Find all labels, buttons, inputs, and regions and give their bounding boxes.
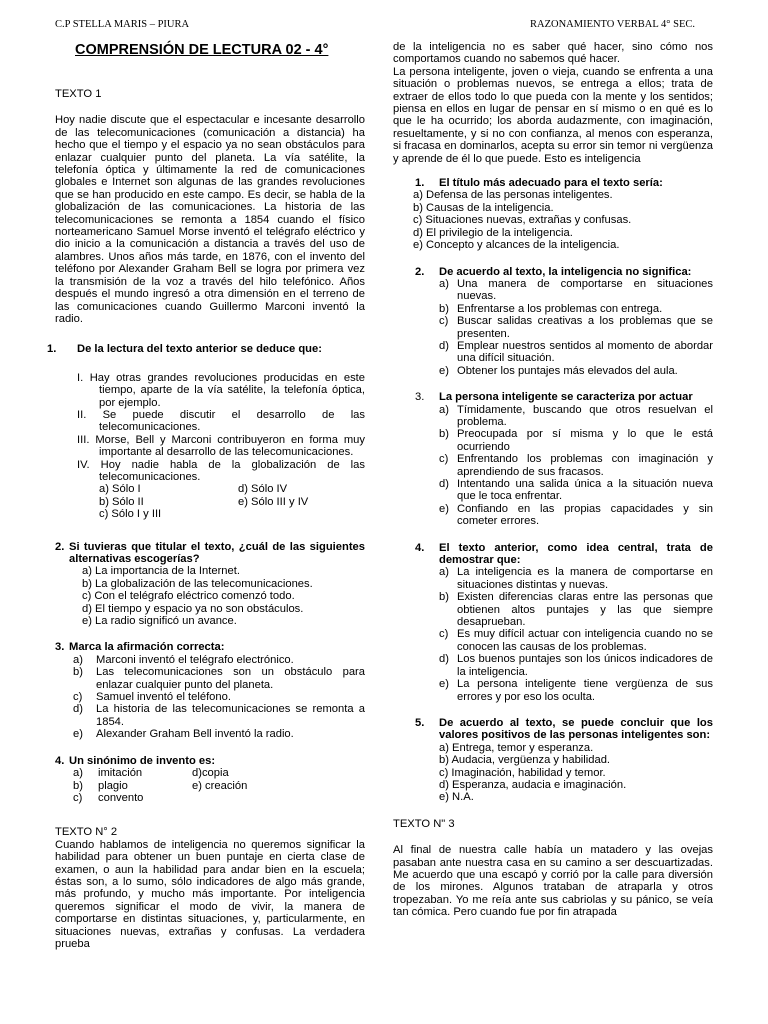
question-number: 1.	[47, 343, 57, 356]
question-1	[47, 343, 365, 356]
option[interactable]: a) Entrega, temor y esperanza.	[439, 741, 594, 754]
r2-options	[393, 278, 713, 377]
texto3-label: TEXTO N" 3	[393, 817, 455, 830]
option[interactable]: c) Sólo I y III	[99, 508, 162, 521]
q1-options	[77, 483, 365, 520]
question-number: 3.	[415, 391, 425, 404]
r-question-3	[393, 391, 713, 403]
question-text: El texto anterior, como idea central, trata de demostrar que:	[439, 541, 713, 567]
right-column	[393, 41, 713, 919]
r-question-1	[393, 177, 713, 189]
question-number: 4.	[415, 541, 425, 554]
r5-options	[393, 742, 713, 804]
r3-options	[393, 404, 713, 528]
option[interactable]: a) Defensa de las personas inteligentes.	[413, 189, 613, 202]
texto2-body-right-2: La persona inteligente, joven o vieja, cuando se enfrenta a una situación o problemas nuevos, se entrega a ellos; trata de extraer de ellos todo lo que pueda con la mente y los sentidos; piensa en ellos en lugar de pensar en sí mismo o en qué es lo que le ha ocurrido; los aborda audazmente, con imaginación, resueltamente, y si no con confianza, al menos con esperanza, si fracasa en dominarlos, acepta su error sin temor ni vergüenza y aprende de él lo que puede. Esto es inteligencia	[393, 65, 713, 165]
q4-options	[55, 767, 365, 804]
question-3	[55, 641, 365, 653]
q3-options	[55, 654, 365, 741]
option[interactable]: a) La inteligencia es la manera de comportarse en situaciones distintas y nuevas.	[439, 566, 713, 591]
option[interactable]: e) Obtener los puntajes más elevados del aula.	[439, 364, 678, 377]
option[interactable]: a) Sólo I	[99, 483, 141, 496]
option-key[interactable]: a)	[73, 767, 83, 780]
question-number: 5.	[415, 716, 425, 729]
question-number: 1.	[415, 177, 425, 190]
r1-options	[393, 189, 713, 251]
texto3-body: Al final de nuestra calle había un matadero y las ovejas pasaban ante nuestra casa en su camino a ser descuartizadas. Me acuerdo que una escapó y corrió por la calle para diversión de los mirones. Algunos trataban de atraparla y otros tropezaban. Yo me reía ante sus cabriolas y su pánico, se veía tan cómica. Pero cuando fue por fin atrapada	[393, 844, 713, 919]
option[interactable]: a) Una manera de comportarse en situaciones nuevas.	[439, 277, 713, 303]
option[interactable]: b) Sólo II	[99, 495, 144, 508]
option[interactable]: a) Tímidamente, buscando que otros resuelvan el problema.	[439, 403, 713, 428]
question-text: De la lectura del texto anterior se deduce que:	[77, 343, 322, 356]
option[interactable]: convento	[98, 791, 144, 804]
question-number: 3.	[55, 641, 65, 654]
option[interactable]: d) El tiempo y espacio ya no son obstáculos.	[82, 602, 304, 615]
option[interactable]: b) Preocupada por sí misma y lo que le está ocurriendo	[439, 428, 713, 453]
r-question-4	[393, 542, 713, 567]
option[interactable]: d) Esperanza, audacia e imaginación.	[439, 778, 627, 791]
texto2-body-left: Cuando hablamos de inteligencia no queremos significar la habilidad para obtener un buen puntaje en cierta clase de examen, o aun la habilidad para andar bien en la escuela; éstas son, a lo sumo, sólo indicadores de algo más grande, más profundo, y mucho más importante. Por inteligencia queremos significar el modo de vivir, la manera de comportarse en distintas situaciones, y, particularmente, en situaciones nuevas, extrañas y confusas. La verdadera prueba	[55, 838, 365, 950]
option[interactable]: e) N.A.	[439, 791, 474, 804]
texto2-label: TEXTO N° 2	[55, 826, 118, 839]
question-text: El título más adecuado para el texto sería:	[439, 177, 663, 190]
q2-options	[55, 565, 365, 627]
option[interactable]: plagio	[98, 779, 128, 792]
r-question-5	[393, 717, 713, 742]
question-text: De acuerdo al texto, la inteligencia no significa:	[439, 265, 692, 278]
option[interactable]: imitación	[98, 767, 143, 780]
option[interactable]: e) Concepto y alcances de la inteligencia.	[413, 239, 620, 252]
question-text: Si tuvieras que titular el texto, ¿cuál de las siguientes alternativas escogerías?	[69, 540, 365, 565]
texto1-body: Hoy nadie discute que el espectacular e incesante desarrollo de las telecomunicaciones (comunicación a distancia) ha hecho que el tiempo y el espacio ya no sean obstáculos para enlazar cualquier punto del planeta. La vía satélite, la telefonía óptica y últimamente la red de comunicaciones globales e Internet son algunas de las grandes revoluciones que se han producido en este campo. Es decir, se habla de la globalización de las comunicaciones. La historia de las telecomunicaciones se remonta a 1854 cuando el físico norteamericano Samuel Morse inventó el telégrafo eléctrico y dio inicio a la comunicación a distancia a través del uso de alambres. Unos años más tarde, en 1876, con el invento del teléfono por Alexander Graham Bell se logra por primera vez la transmisión de la voz a través del hilo telefónico. Años después el mundo ingresó a otra dimensión en el terreno de las comunicaciones cuando Guillermo Marconi inventó la radio.	[55, 114, 365, 325]
left-column	[47, 40, 365, 950]
option[interactable]: c) Situaciones nuevas, extrañas y confusas.	[413, 214, 632, 227]
statement: IV. Hoy nadie habla de la globalización de las telecomunicaciones.	[77, 458, 365, 483]
question-text: De acuerdo al texto, se puede concluir que los valores positivos de las personas inteligentes son:	[439, 716, 713, 742]
option[interactable]: b) Enfrentarse a los problemas con entrega.	[439, 302, 663, 315]
option[interactable]: b) Existen diferencias claras entre las personas que obtienen altos puntajes y las que siempre desaprueban.	[439, 591, 713, 629]
question-number: 2.	[55, 540, 65, 553]
option[interactable]: d)copia	[192, 767, 229, 780]
option[interactable]: a) La importancia de la Internet.	[82, 565, 240, 578]
option	[192, 792, 365, 804]
texto1-label: TEXTO 1	[55, 88, 102, 100]
statement: I. Hay otras grandes revoluciones producidas en este tiempo, aparte de la vía satélite, la telefonía óptica, por ejemplo.	[77, 371, 365, 409]
option[interactable]: e) Sólo III y IV	[238, 495, 309, 508]
option[interactable]: d) El privilegio de la inteligencia.	[413, 226, 573, 239]
option-key[interactable]: c)	[73, 791, 83, 804]
texto2-body-right: de la inteligencia no es saber qué hacer, sino cómo nos comportamos cuando no sabemos qué hacer.	[393, 41, 713, 66]
option[interactable]: d) Intentando una salida única a la situación nueva que le toca enfrentar.	[439, 478, 713, 503]
option[interactable]: b) Las telecomunicaciones son un obstáculo para enlazar cualquier punto del planeta.	[73, 666, 365, 691]
option[interactable]: b) Audacia, vergüenza y habilidad.	[439, 754, 611, 767]
header-school: C.P STELLA MARIS – PIURA	[55, 19, 190, 30]
option[interactable]: c) Imaginación, habilidad y temor.	[439, 766, 606, 779]
q1-statements	[55, 372, 365, 521]
option[interactable]: d) Sólo IV	[238, 483, 288, 496]
option[interactable]: d) Los buenos puntajes son los únicos indicadores de la inteligencia.	[439, 653, 713, 678]
option[interactable]: a) Marconi inventó el telégrafo electrónico.	[73, 653, 294, 666]
option[interactable]: d) Emplear nuestros sentidos al momento de abordar una difícil situación.	[439, 339, 713, 365]
option[interactable]: c) Buscar salidas creativas a los problemas que se presenten.	[439, 315, 713, 340]
question-number: 4.	[55, 754, 65, 767]
option[interactable]: c) Con el telégrafo eléctrico comenzó todo.	[82, 590, 295, 603]
question-text: Marca la afirmación correcta:	[69, 641, 225, 654]
option[interactable]: e) Confiando en las propias capacidades y sin cometer errores.	[439, 502, 713, 528]
option[interactable]: e) creación	[192, 779, 248, 792]
question-number: 2.	[415, 265, 425, 278]
option[interactable]: b) Causas de la inteligencia.	[413, 201, 554, 214]
page-title: COMPRENSIÓN DE LECTURA 02 - 4°	[75, 42, 329, 58]
option[interactable]: e) La persona inteligente tiene vergüenza de sus errores y por eso los oculta.	[439, 678, 713, 703]
option[interactable]: e) Alexander Graham Bell inventó la radio.	[73, 728, 294, 741]
question-4	[55, 755, 365, 767]
option[interactable]: d) La historia de las telecomunicaciones se remonta a 1854.	[73, 703, 365, 728]
option[interactable]: b) La globalización de las telecomunicaciones.	[82, 577, 313, 590]
option-key[interactable]: b)	[73, 779, 83, 792]
question-text: La persona inteligente se caracteriza por actuar	[439, 391, 693, 404]
header-course: RAZONAMIENTO VERBAL 4° SEC.	[529, 19, 695, 30]
question-text: Un sinónimo de invento es:	[69, 754, 216, 767]
statement: II. Se puede discutir el desarrollo de las telecomunicaciones.	[77, 408, 365, 434]
statement: III. Morse, Bell y Marconi contribuyeron en forma muy importante al desarrollo de las telecomunicaciones.	[77, 433, 365, 459]
r-question-2	[393, 266, 713, 278]
option[interactable]: c) Enfrentando los problemas con imaginación y aprendiendo de sus fracasos.	[439, 453, 713, 478]
r4-options	[393, 566, 713, 702]
option[interactable]: c) Es muy difícil actuar con inteligencia cuando no se conocen las causas de los problemas.	[439, 628, 713, 653]
option[interactable]: c) Samuel inventó el teléfono.	[73, 691, 231, 704]
option[interactable]: e) La radio significó un avance.	[82, 615, 237, 628]
question-2	[55, 541, 365, 566]
